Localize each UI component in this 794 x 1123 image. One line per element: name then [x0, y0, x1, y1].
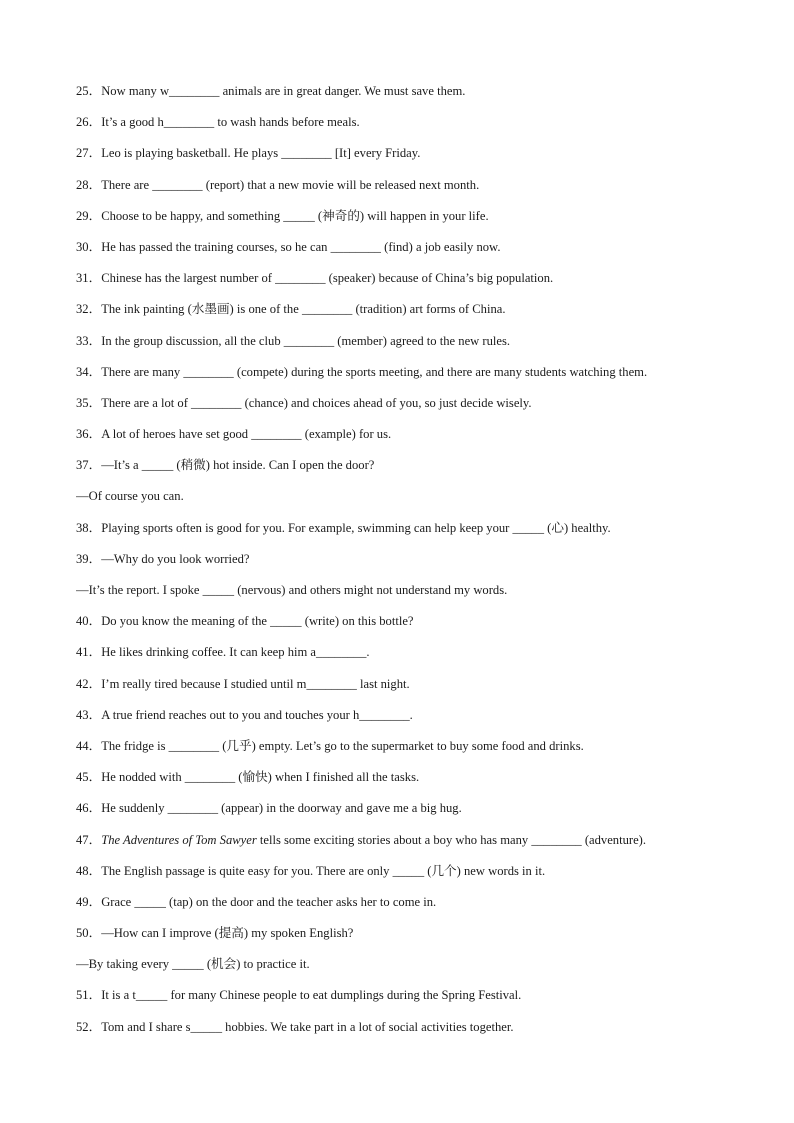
- question-43: 43．A true friend reaches out to you and touches your h________.: [76, 707, 413, 722]
- question-47-number: 47．: [76, 832, 102, 847]
- question-38: 38．Playing sports often is good for you. For example, swimming can help keep your _____ (心) healthy.: [76, 520, 611, 535]
- book-title: The Adventures of Tom Sawyer: [101, 832, 257, 847]
- question-36: 36．A lot of heroes have set good ________ (example) for us.: [76, 427, 392, 442]
- question-51: 51．It is a t_____ for many Chinese people to eat dumplings during the Spring Festival.: [76, 988, 522, 1003]
- question-31: 31．Chinese has the largest number of ________ (speaker) because of China’s big population.: [76, 271, 554, 286]
- question-37: 37．—It’s a _____ (稍微) hot inside. Can I open the door?: [76, 458, 375, 473]
- question-30: 30．He has passed the training courses, so he can ________ (find) a job easily now.: [76, 239, 501, 254]
- question-42: 42．I’m really tired because I studied until m________ last night.: [76, 676, 410, 691]
- question-32: 32．The ink painting (水墨画) is one of the ________ (tradition) art forms of China.: [76, 302, 506, 317]
- question-45: 45．He nodded with ________ (愉快) when I finished all the tasks.: [76, 770, 420, 785]
- question-27: 27．Leo is playing basketball. He plays ________ [It] every Friday.: [76, 146, 421, 161]
- question-47: [76, 831, 736, 862]
- question-37-reply: —Of course you can.: [76, 489, 184, 504]
- question-50-reply: —By taking every _____ (机会) to practice it.: [76, 957, 310, 972]
- question-49: 49．Grace _____ (tap) on the door and the teacher asks her to come in.: [76, 894, 437, 909]
- question-29: 29．Choose to be happy, and something _____ (神奇的) will happen in your life.: [76, 208, 489, 223]
- question-28: 28．There are ________ (report) that a new movie will be released next month.: [76, 177, 480, 192]
- question-50: 50．—How can I improve (提高) my spoken English?: [76, 926, 354, 941]
- question-list: [76, 82, 736, 1049]
- question-33: 33．In the group discussion, all the club ________ (member) agreed to the new rules.: [76, 333, 511, 348]
- question-34: 34．There are many ________ (compete) during the sports meeting, and there are many students watching them.: [76, 364, 648, 379]
- question-47-text: tells some exciting stories about a boy who has many ________ (adventure).: [256, 832, 647, 847]
- question-44: 44．The fridge is ________ (几乎) empty. Let’s go to the supermarket to buy some food and drinks.: [76, 738, 584, 753]
- question-40: 40．Do you know the meaning of the _____ (write) on this bottle?: [76, 614, 414, 629]
- question-48: 48．The English passage is quite easy for you. There are only _____ (几个) new words in it.: [76, 863, 546, 878]
- question-39-reply: —It’s the report. I spoke _____ (nervous) and others might not understand my words.: [76, 583, 508, 597]
- question-39: 39．—Why do you look worried?: [76, 551, 250, 566]
- question-46: 46．He suddenly ________ (appear) in the doorway and gave me a big hug.: [76, 801, 462, 816]
- question-52: 52．Tom and I share s_____ hobbies. We take part in a lot of social activities together.: [76, 1019, 514, 1034]
- question-41: 41．He likes drinking coffee. It can keep him a________.: [76, 645, 370, 660]
- question-35: 35．There are a lot of ________ (chance) and choices ahead of you, so just decide wisely.: [76, 395, 532, 410]
- question-26: 26．It’s a good h________ to wash hands before meals.: [76, 115, 360, 130]
- question-25: 25．Now many w________ animals are in great danger. We must save them.: [76, 84, 466, 98]
